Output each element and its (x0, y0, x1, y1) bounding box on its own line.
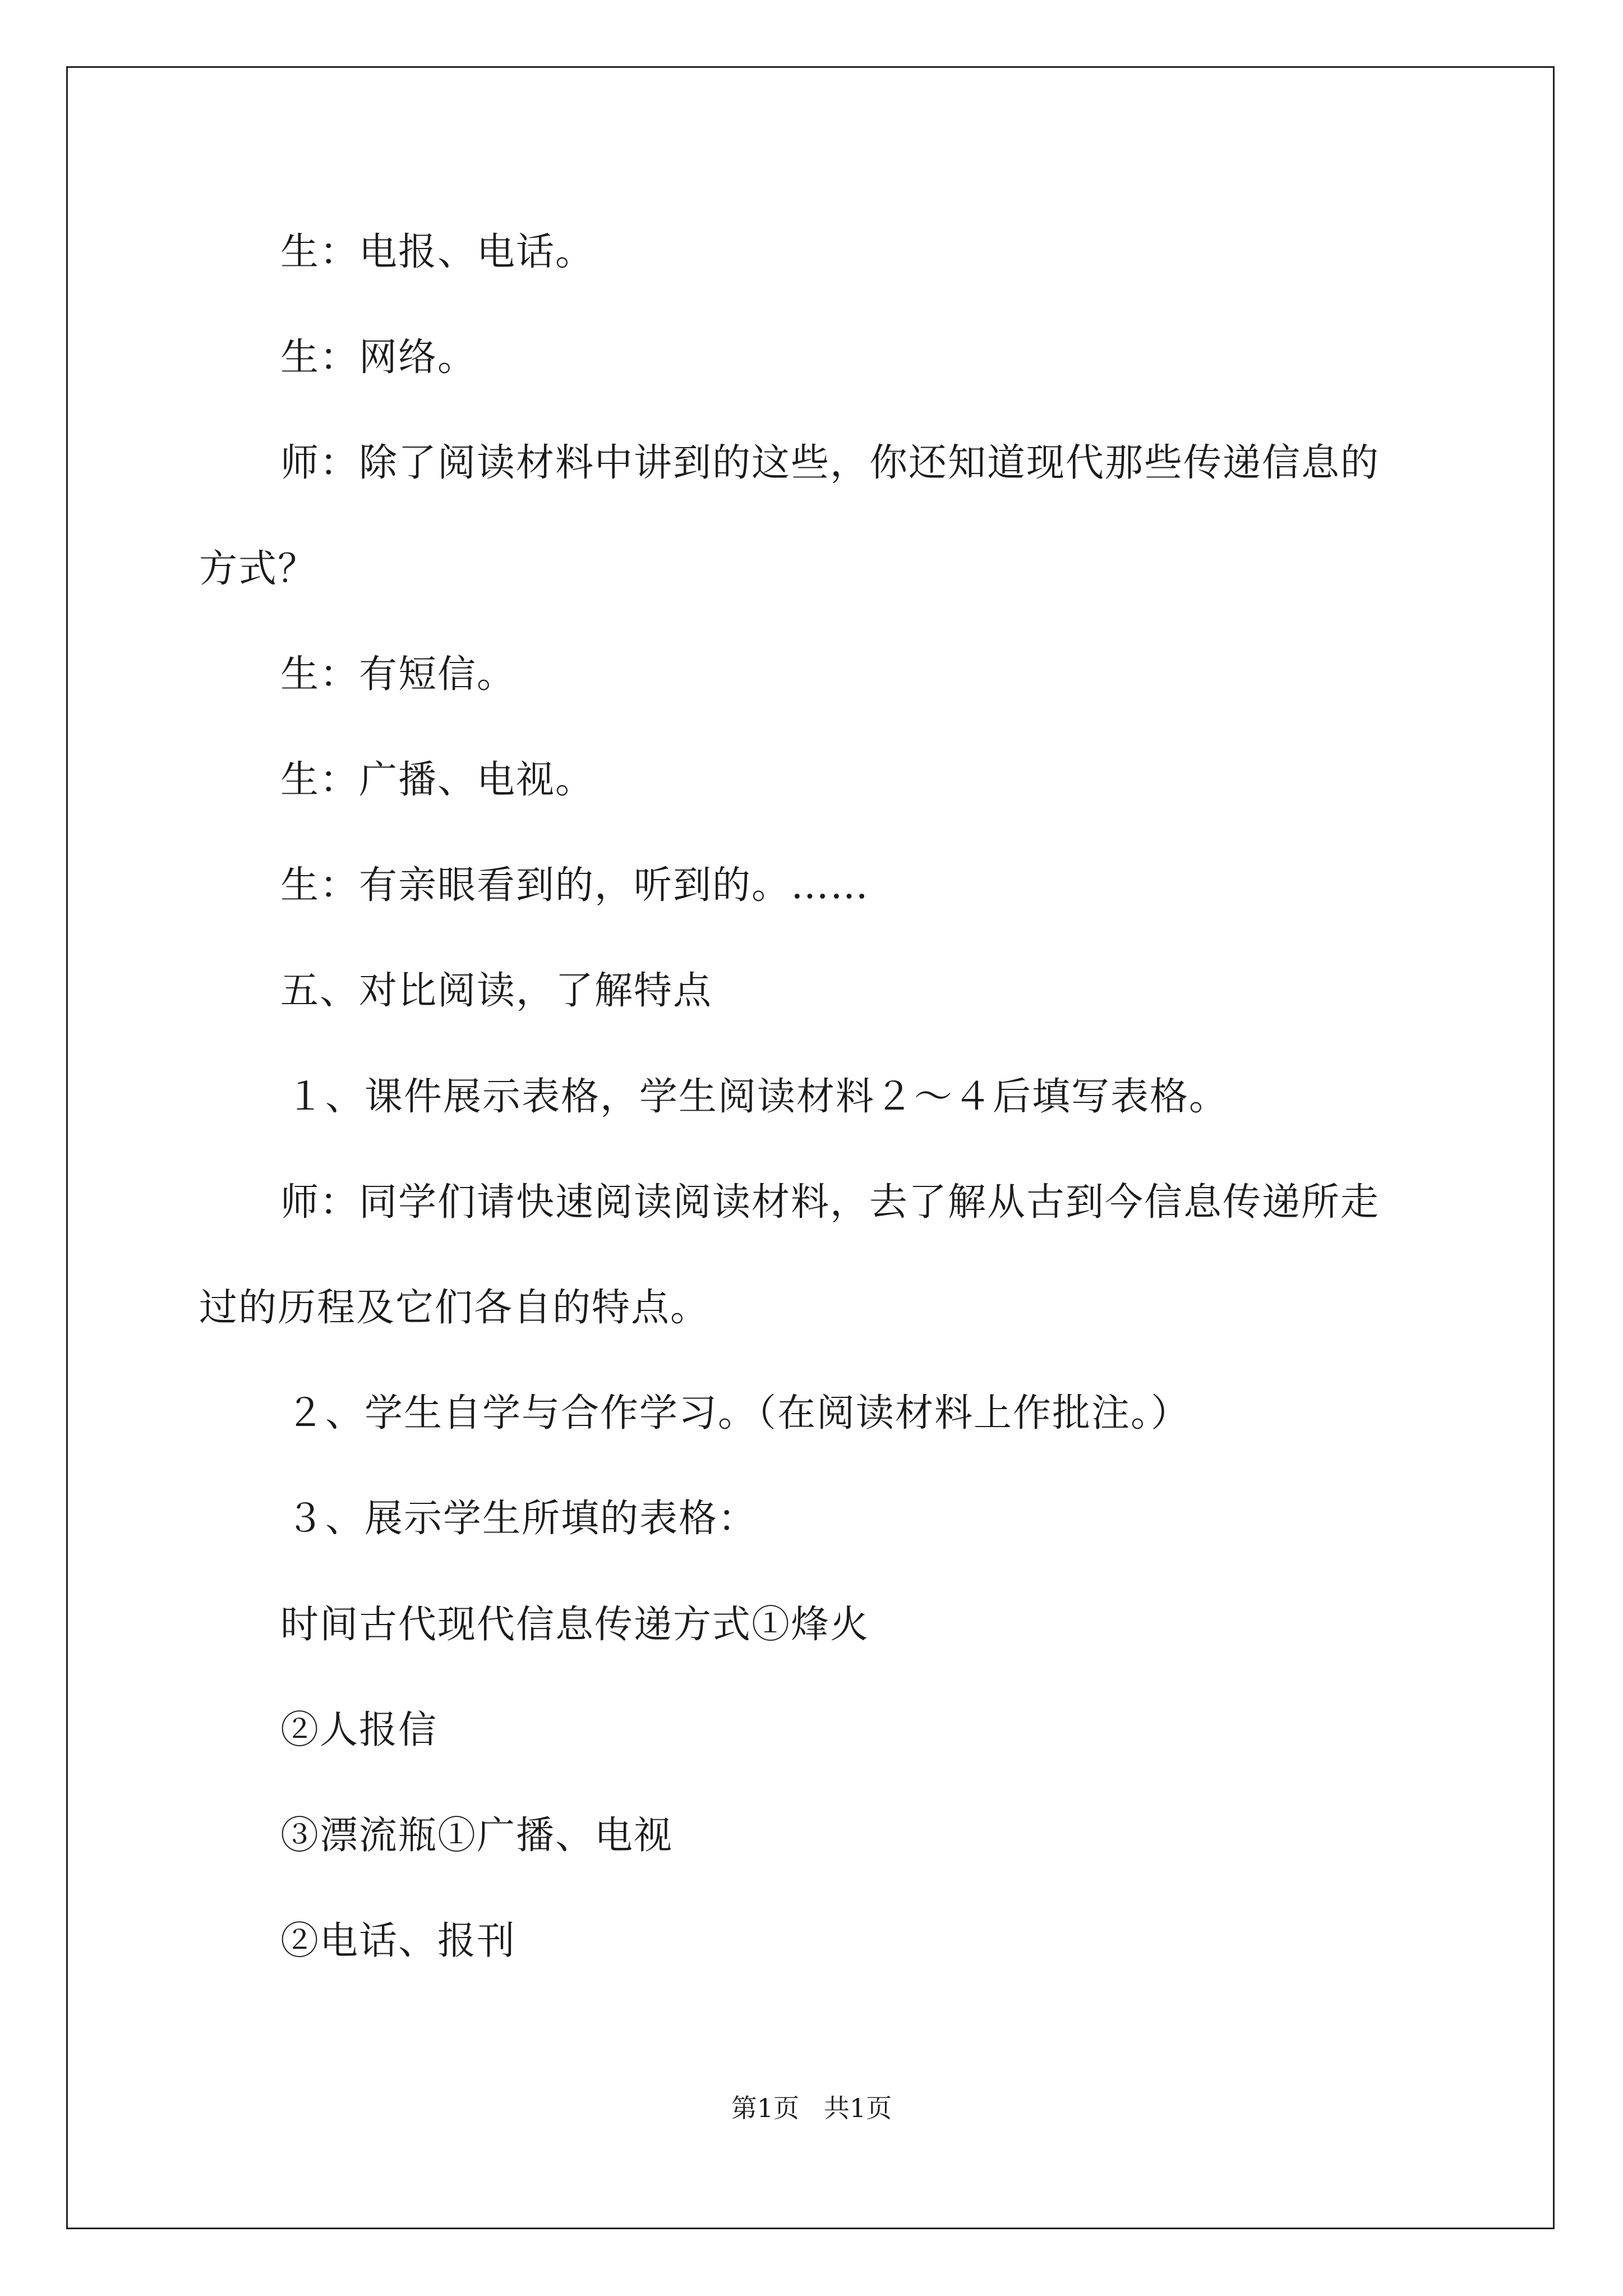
numbered-item: ３、展示学生所填的表格： (286, 1497, 758, 1541)
table-text-line: ②电话、报刊 (280, 1919, 517, 1963)
numbered-item: １、课件展示表格，学生阅读材料２～４后填写表格。 (286, 1075, 1229, 1119)
section-heading: 五、对比阅读，了解特点 (280, 969, 713, 1013)
paragraph-line: 生：网络。 (280, 335, 477, 380)
paragraph-line: 方式？ (199, 547, 317, 591)
table-text-line: ②人报信 (280, 1708, 438, 1752)
paragraph-line: 师：除了阅读材料中讲到的这些，你还知道现代那些传递信息的 (280, 441, 1380, 485)
paragraph-line: 生：有亲眼看到的，听到的。…… (280, 863, 870, 908)
paragraph-line: 生：广播、电视。 (280, 758, 595, 802)
paragraph-line: 生：电报、电话。 (280, 230, 595, 274)
table-text-line: ③漂流瓶①广播、电视 (280, 1814, 674, 1858)
page-footer: 第1页 共1页 (731, 2093, 892, 2123)
numbered-item: ２、学生自学与合作学习。（在阅读材料上作批注。） (286, 1391, 1191, 1435)
table-text-line: 时间古代现代信息传递方式①烽火 (280, 1603, 870, 1647)
paragraph-line: 过的历程及它们各自的特点。 (199, 1286, 710, 1330)
paragraph-line: 生：有短信。 (280, 652, 517, 697)
page-border (66, 66, 1555, 2229)
paragraph-line: 师：同学们请快速阅读阅读材料，去了解从古到今信息传递所走 (280, 1180, 1380, 1225)
